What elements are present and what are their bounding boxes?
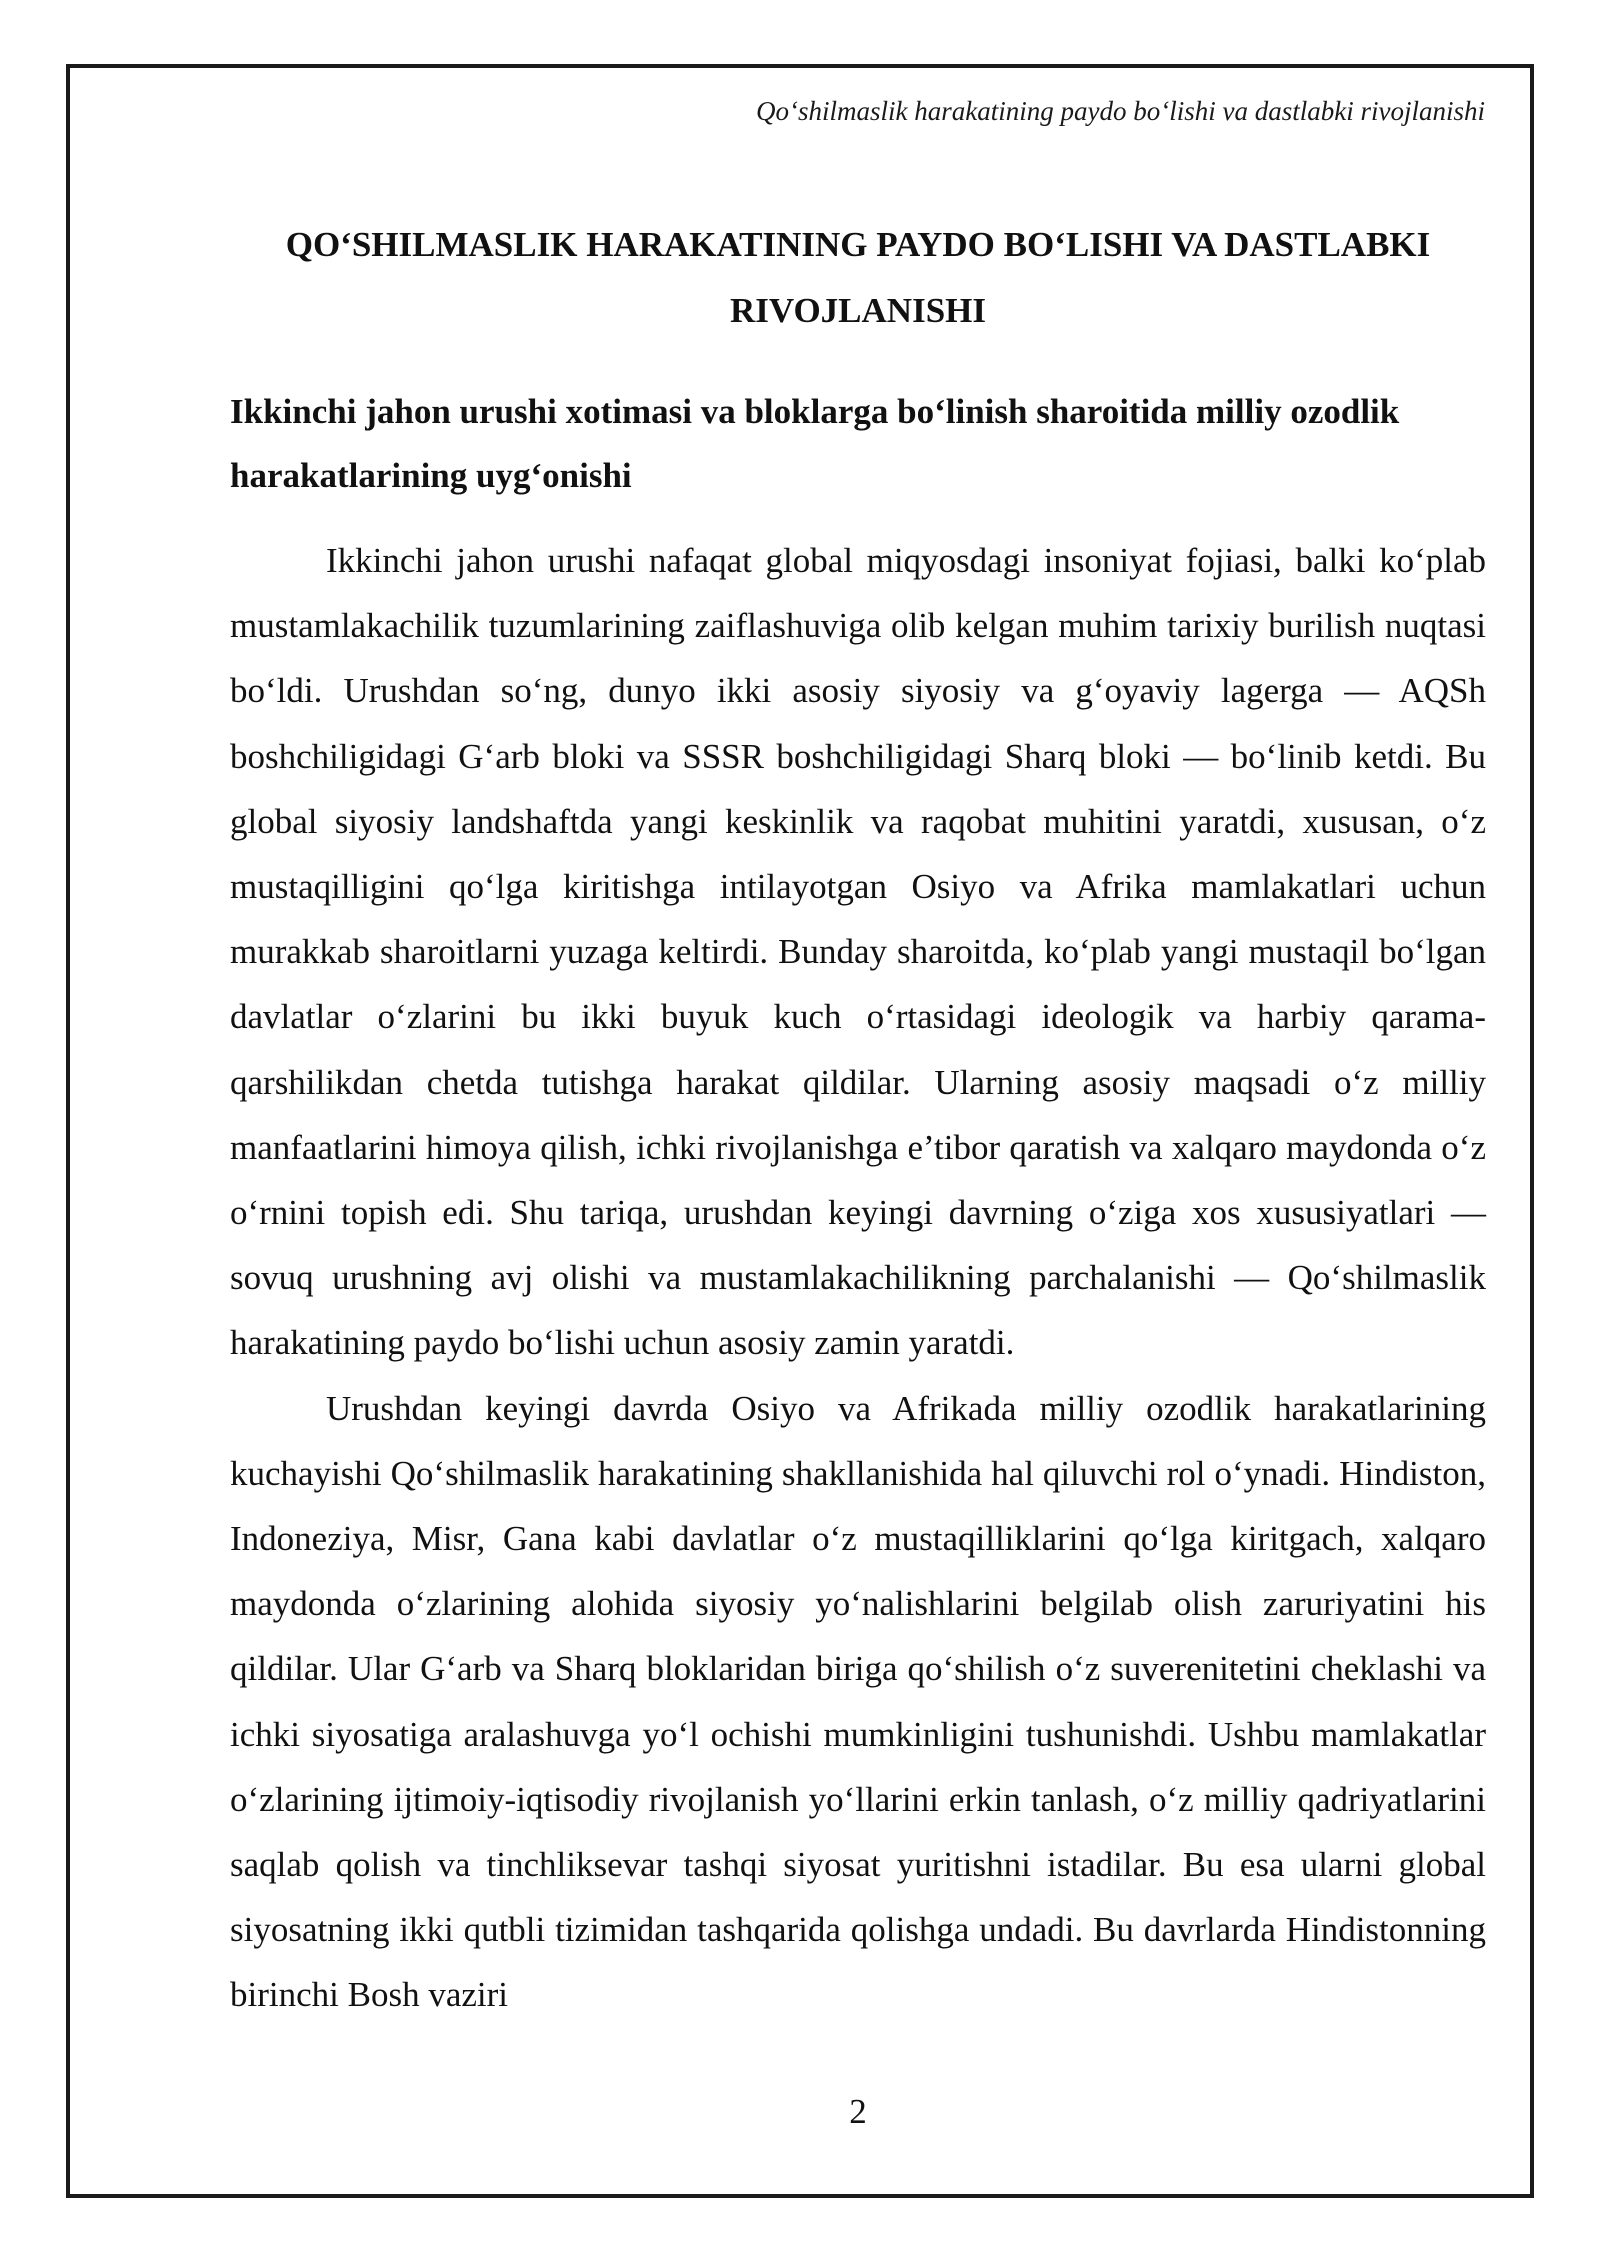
section-heading: Ikkinchi jahon urushi xotimasi va bloklarga bo‘linish sharoitida milliy ozodlik harakatlarining uyg‘onishi: [230, 392, 1400, 495]
document-title: QO‘SHILMASLIK HARAKATINING PAYDO BO‘LISHI VA DASTLABKI RIVOJLANISHI: [285, 225, 1431, 330]
page-number: 2: [849, 2092, 867, 2131]
paragraph-2: Urushdan keyingi davrda Osiyo va Afrikada milliy ozodlik harakatlarining kuchayishi Qo‘shilmaslik harakatining shakllanishida hal qiluvchi rol o‘ynadi. Hindiston, Indoneziya, Misr, Gana kabi davlatlar o‘z mustaqilliklarini qo‘lga kiritgach, xalqaro maydonda o‘zlarining alohida siyosiy yo‘nalishlarini belgilab olish zaruriyatini his qildilar. Ular G‘arb va Sharq bloklaridan biriga qo‘shilish o‘z suverenitetini cheklashi va ichki siyosatiga aralashuvga yo‘l ochishi mumkinligini tushunishdi. Ushbu mamlakatlar o‘zlarining ijtimoiy-iqtisodiy rivojlanish yo‘llarini erkin tanlash, o‘z milliy qadriyatlarini saqlab qolish va tinchliksevar tashqi siyosat yuritishni istadilar. Bu esa ularni global siyosatning ikki qutbli tizimidan tashqarida qolishga undadi. Bu davrlarda Hindistonning birinchi Bosh vaziri: [230, 1388, 1486, 2015]
running-header: Qo‘shilmaslik harakatining paydo bo‘lishi va dastlabki rivojlanishi: [756, 96, 1485, 126]
paragraph-1: Ikkinchi jahon urushi nafaqat global miqyosdagi insoniyat fojiasi, balki ko‘plab mustamlakachilik tuzumlarining zaiflashuviga olib kelgan muhim tarixiy burilish nuqtasi bo‘ldi. Urushdan so‘ng, dunyo ikki asosiy siyosiy va g‘oyaviy lagerga — AQSh boshchiligidagi G‘arb bloki va SSSR boshchiligidagi Sharq bloki — bo‘linib ketdi. Bu global siyosiy landshaftda yangi keskinlik va raqobat muhitini yaratdi, xususan, o‘z mustaqilligini qo‘lga kiritishga intilayotgan Osiyo va Afrika mamlakatlari uchun murakkab sharoitlarni yuzaga keltirdi. Bunday sharoitda, ko‘plab yangi mustaqil bo‘lgan davlatlar o‘zlarini bu ikki buyuk kuch o‘rtasidagi ideologik va harbiy qarama-qarshilikdan chetda tutishga harakat qildilar. Ularning asosiy maqsadi o‘z milliy manfaatlarini himoya qilish, ichki rivojlanishga e’tibor qaratish va xalqaro maydonda o‘z o‘rnini topish edi. Shu tariqa, urushdan keyingi davrning o‘ziga xos xususiyatlari — sovuq urushning avj olishi va mustamlakachilikning parchalanishi — Qo‘shilmaslik harakatining paydo bo‘lishi uchun asosiy zamin yaratdi.: [230, 541, 1486, 1363]
body-text: [230, 528, 1486, 2028]
